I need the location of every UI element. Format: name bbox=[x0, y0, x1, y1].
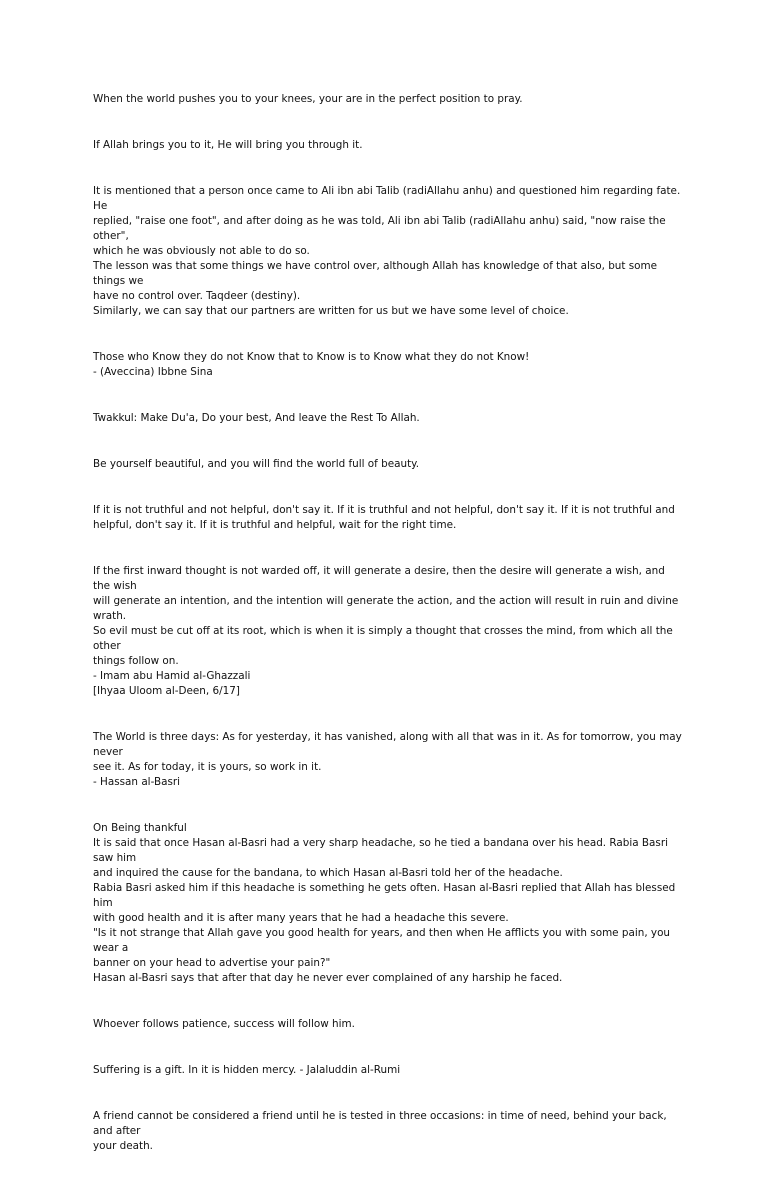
text-line: things follow on. bbox=[93, 655, 179, 667]
section-heading: On Being thankful bbox=[93, 822, 187, 834]
quote-paragraph bbox=[93, 1063, 685, 1078]
text-line: helpful, don't say it. If it is truthful and helpful, wait for the right time. bbox=[93, 519, 457, 531]
text-line: Whoever follows patience, success will follow him. bbox=[93, 1018, 355, 1030]
quote-paragraph bbox=[93, 457, 685, 472]
quote-paragraph bbox=[93, 503, 685, 533]
text-line: banner on your head to advertise your pain?" bbox=[93, 957, 331, 969]
text-line: If Allah brings you to it, He will bring you through it. bbox=[93, 139, 363, 151]
text-line: replied, "raise one foot", and after doing as he was told, Ali ibn abi Talib (radiAllahu anhu) said, "now raise the other", bbox=[93, 215, 666, 242]
text-line: "Is it not strange that Allah gave you good health for years, and then when He afflicts you with some pain, you wear a bbox=[93, 927, 671, 954]
text-line: Those who Know they do not Know that to Know is to Know what they do not Know! bbox=[93, 351, 530, 363]
text-line: Similarly, we can say that our partners are written for us but we have some level of choice. bbox=[93, 305, 569, 317]
quote-paragraph bbox=[93, 411, 685, 426]
text-line: It is mentioned that a person once came to Ali ibn abi Talib (radiAllahu anhu) and questioned him regarding fate. He bbox=[93, 185, 681, 212]
text-line: A friend cannot be considered a friend until he is tested in three occasions: in time of need, behind your back, and after bbox=[93, 1110, 667, 1137]
quote-paragraph bbox=[93, 730, 685, 790]
text-line: which he was obviously not able to do so. bbox=[93, 245, 310, 257]
text-line: The lesson was that some things we have control over, although Allah has knowledge of that also, but some things we bbox=[93, 260, 658, 287]
text-line: If the first inward thought is not warded off, it will generate a desire, then the desire will generate a wish, and the wish bbox=[93, 565, 665, 592]
quote-paragraph bbox=[93, 184, 685, 319]
attribution-line: - Hassan al-Basri bbox=[93, 776, 181, 788]
text-line: Twakkul: Make Du'a, Do your best, And leave the Rest To Allah. bbox=[93, 412, 420, 424]
citation-line: [Ihyaa Uloom al-Deen, 6/17] bbox=[93, 685, 240, 697]
text-line: have no control over. Taqdeer (destiny). bbox=[93, 290, 301, 302]
text-line: your death. bbox=[93, 1140, 153, 1152]
document-page bbox=[93, 92, 685, 1185]
text-line: Hasan al-Basri says that after that day he never ever complained of any harship he faced. bbox=[93, 972, 563, 984]
text-line: If it is not truthful and not helpful, don't say it. If it is truthful and not helpful, don't say it. If it is not truthful and bbox=[93, 504, 675, 516]
quote-paragraph bbox=[93, 564, 685, 699]
quote-paragraph bbox=[93, 1017, 685, 1032]
text-line: The World is three days: As for yesterday, it has vanished, along with all that was in it. As for tomorrow, you may never bbox=[93, 731, 682, 758]
attribution-line: - Imam abu Hamid al-Ghazzali bbox=[93, 670, 251, 682]
text-line: So evil must be cut off at its root, which is when it is simply a thought that crosses the mind, from which all the other bbox=[93, 625, 673, 652]
text-line: Suffering is a gift. In it is hidden mercy. - Jalaluddin al-Rumi bbox=[93, 1064, 401, 1076]
text-line: and inquired the cause for the bandana, to which Hasan al-Basri told her of the headache. bbox=[93, 867, 563, 879]
text-line: see it. As for today, it is yours, so work in it. bbox=[93, 761, 322, 773]
text-line: will generate an intention, and the intention will generate the action, and the action will result in ruin and divine wrath. bbox=[93, 595, 679, 622]
text-line: Be yourself beautiful, and you will find the world full of beauty. bbox=[93, 458, 420, 470]
text-line: with good health and it is after many years that he had a headache this severe. bbox=[93, 912, 509, 924]
quote-paragraph bbox=[93, 1109, 685, 1154]
text-line: Rabia Basri asked him if this headache is something he gets often. Hasan al-Basri replied that Allah has blessed him bbox=[93, 882, 676, 909]
text-line: When the world pushes you to your knees, your are in the perfect position to pray. bbox=[93, 93, 523, 105]
quote-paragraph bbox=[93, 821, 685, 986]
quote-paragraph bbox=[93, 92, 685, 107]
quote-paragraph bbox=[93, 350, 685, 380]
text-line: It is said that once Hasan al-Basri had a very sharp headache, so he tied a bandana over his head. Rabia Basri saw him bbox=[93, 837, 668, 864]
quote-paragraph bbox=[93, 138, 685, 153]
attribution-line: - (Aveccina) Ibbne Sina bbox=[93, 366, 213, 378]
